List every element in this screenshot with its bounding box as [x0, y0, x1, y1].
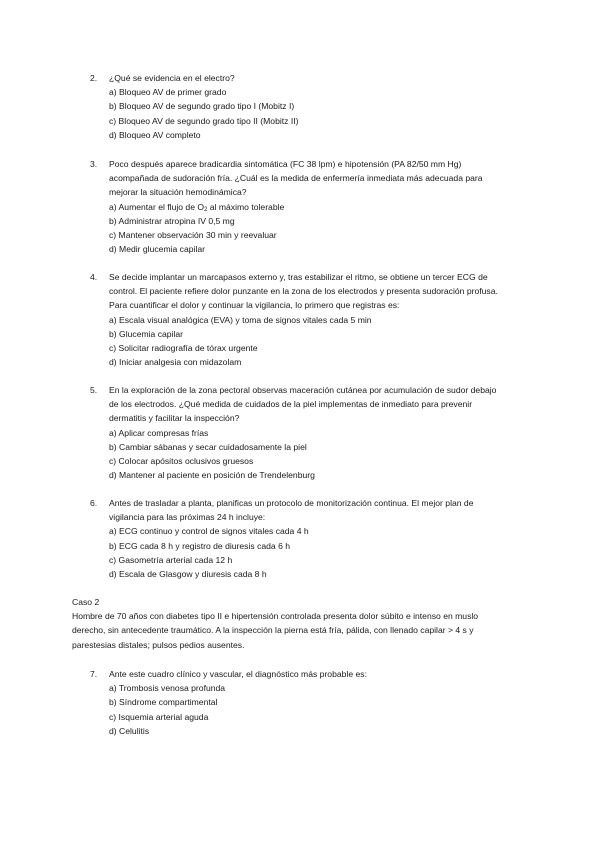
option-a: a) Trombosis venosa profunda: [109, 683, 226, 694]
question-stem-line: control. El paciente refiere dolor punzante en la zona de los electrodos y presenta sudoración profusa.: [109, 286, 498, 297]
question-stem-line: Se decide implantar un marcapasos externo y, tras estabilizar el ritmo, se obtiene un tercer ECG de: [109, 272, 488, 282]
option-d: d) Bloqueo AV completo: [109, 129, 201, 140]
question-stem: ¿Qué se evidencia en el electro?: [109, 73, 235, 83]
option-a: a) ECG continuo y control de signos vitales cada 4 h: [109, 526, 309, 537]
option-b: b) Administrar atropina IV 0,5 mg: [109, 215, 235, 226]
question-stem-line: de los electrodos. ¿Qué medida de cuidados de la piel implementas de inmediato para prevenir: [109, 399, 473, 410]
options-list: [109, 313, 539, 370]
question-number: 2.: [90, 73, 98, 83]
question-stem-line: vigilancia para las próximas 24 h incluye:: [109, 512, 266, 523]
question-stem-line: Para cuantificar el dolor y continuar la vigilancia, lo primero que registras es:: [109, 300, 400, 311]
option-c: c) Gasometría arterial cada 12 h: [109, 554, 233, 565]
option-d: d) Iniciar analgesia con midazolam: [109, 357, 242, 368]
option-c: c) Mantener observación 30 min y reevaluar: [109, 230, 277, 241]
options-list: [109, 681, 539, 738]
question-number: 3.: [90, 159, 98, 169]
question-stem-line: En la exploración de la zona pectoral observas maceración cutánea por acumulación de sudor debajo: [109, 385, 497, 395]
case-title: Caso 2: [72, 597, 100, 607]
question-stem-line: mejorar la situación hemodinámica?: [109, 187, 247, 198]
case-line: parestesias distales; pulsos pedios ausentes.: [72, 639, 245, 650]
question-stem: Ante este cuadro clínico y vascular, el diagnóstico más probable es:: [109, 669, 367, 679]
question-stem-line: dermatitis y facilitar la inspección?: [109, 413, 240, 424]
option-b: b) Bloqueo AV de segundo grado tipo I (Mobitz I): [109, 101, 295, 112]
option-b: b) Cambiar sábanas y secar cuidadosamente la piel: [109, 441, 307, 452]
option-c: c) Bloqueo AV de segundo grado tipo II (Mobitz II): [109, 115, 299, 126]
case-line: Hombre de 70 años con diabetes tipo II e hipertensión controlada presenta dolor súbito e intenso en muslo: [72, 611, 479, 622]
option-b: b) ECG cada 8 h y registro de diuresis cada 6 h: [109, 540, 291, 551]
option-c: c) Solicitar radiografía de tórax urgente: [109, 343, 258, 354]
question-stem-line: Poco después aparece bradicardia sintomática (FC 38 lpm) e hipotensión (PA 82/50 mm Hg): [109, 159, 462, 169]
option-a: a) Escala visual analógica (EVA) y toma de signos vitales cada 5 min: [109, 314, 372, 325]
options-list: [109, 524, 539, 581]
option-a: a) Aplicar compresas frías: [109, 427, 209, 438]
option-a: a) Aumentar el flujo de $O_2$ al máximo tolerable: [109, 201, 285, 213]
options-list: [109, 85, 539, 142]
options-list: [109, 200, 539, 257]
option-d: d) Medir glucemia capilar: [109, 244, 205, 255]
option-b: b) Síndrome compartimental: [109, 697, 218, 708]
option-c: c) Isquemia arterial aguda: [109, 711, 209, 722]
subscript: 2: [204, 206, 208, 213]
question-number: 7.: [90, 669, 98, 679]
option-b: b) Glucemia capilar: [109, 328, 184, 339]
case-line: derecho, sin antecedente traumático. A la inspección la pierna está fría, pálida, con llenado capilar > 4 s y: [72, 625, 474, 636]
case-2: [72, 595, 530, 652]
options-list: [109, 426, 539, 483]
question-number: 6.: [90, 498, 98, 508]
option-a: a) Bloqueo AV de primer grado: [109, 87, 227, 98]
question-number: 5.: [90, 385, 98, 395]
question-stem-line: Antes de trasladar a planta, planificas un protocolo de monitorización continua. El mejor plan de: [109, 498, 474, 508]
question-number: 4.: [90, 272, 98, 282]
question-stem-line: acompañada de sudoración fría. ¿Cuál es la medida de enfermería inmediata más adecuada para: [109, 173, 483, 184]
option-d: d) Celulitis: [109, 725, 150, 736]
option-d: d) Escala de Glasgow y diuresis cada 8 h: [109, 569, 267, 580]
option-d: d) Mantener al paciente en posición de Trendelenburg: [109, 470, 315, 481]
option-c: c) Colocar apósitos oclusivos gruesos: [109, 456, 254, 467]
